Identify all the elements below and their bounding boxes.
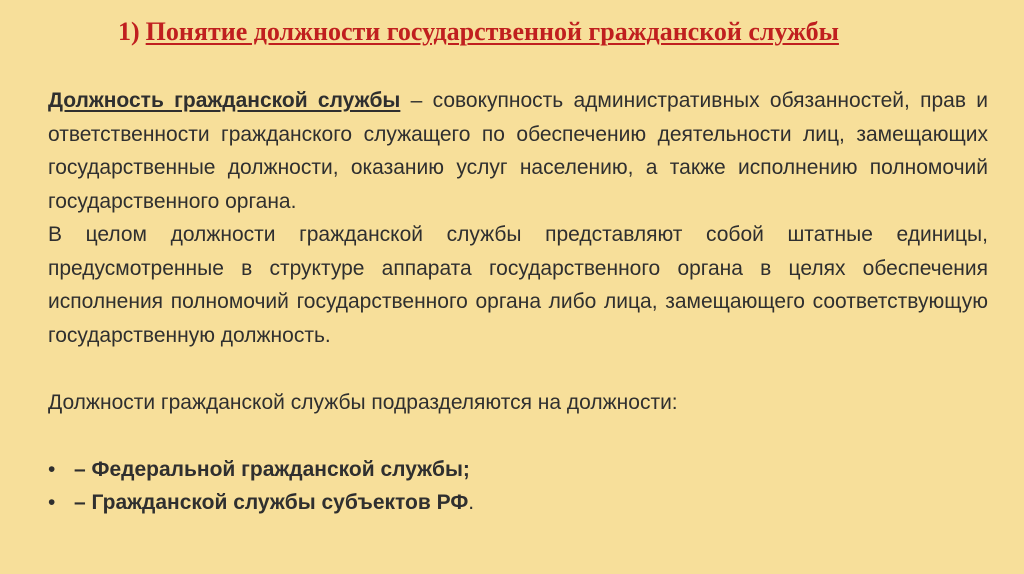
bullet-text: – Гражданской службы субъектов РФ	[74, 491, 469, 514]
bullet-icon: •	[48, 457, 56, 481]
title-number: 1)	[118, 17, 140, 46]
slide-title	[118, 17, 839, 47]
definition-text: – совокупность административных обязанностей, прав и ответственности гражданского служащего по обеспечению деятельности лиц, замещающих государственные должности, оказанию услуг населению, а также исполнению полномочий государственного органа.	[48, 89, 988, 213]
spacer	[48, 419, 988, 453]
slide-body	[48, 84, 988, 520]
definition-paragraph	[48, 84, 988, 218]
list-item	[48, 453, 988, 487]
bullet-trail: .	[468, 491, 475, 514]
title-text: Понятие должности государственной гражданской службы	[145, 17, 839, 46]
bullet-icon: •	[48, 491, 56, 514]
subdivision-text: Должности гражданской службы подразделяются на должности:	[48, 390, 678, 414]
bullet-list	[48, 453, 988, 520]
spacer	[48, 352, 988, 386]
definition-term: Должность гражданской службы	[48, 89, 401, 112]
list-item	[48, 486, 988, 520]
bullet-text: – Федеральной гражданской службы;	[74, 457, 470, 481]
general-paragraph: В целом должности гражданской службы представляют собой штатные единицы, предусмотренные в структуре аппарата государственного органа в целях обеспечения исполнения полномочий государственного органа либо лица, замещающего соответствующую государственную должность.	[48, 223, 988, 347]
